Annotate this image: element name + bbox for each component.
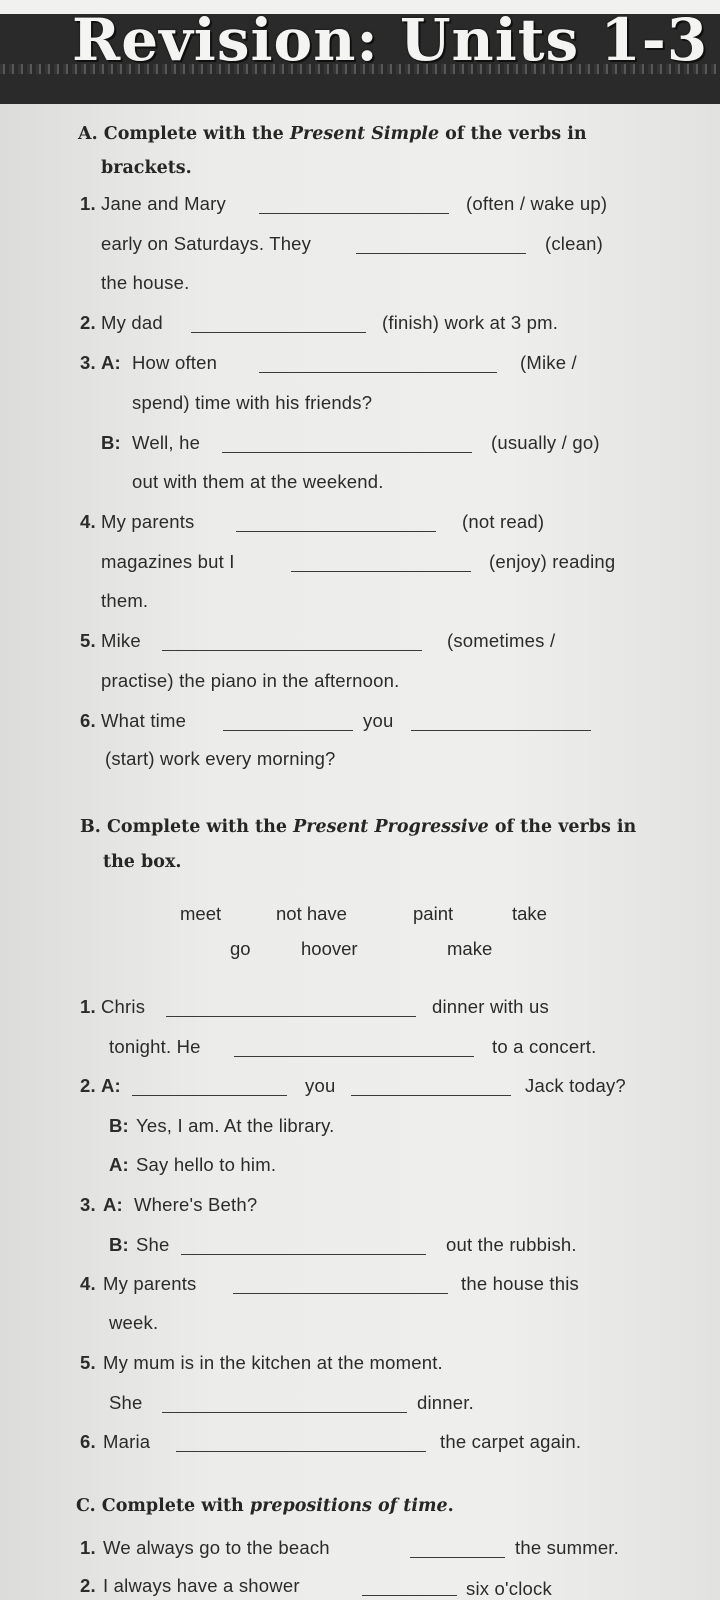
a3-line2-text: spend) time with his friends?	[132, 392, 373, 413]
b6-number: 6.	[80, 1431, 96, 1452]
a3-speaker-a: A:	[101, 352, 121, 373]
section-a-header-pre: A. Complete with the	[78, 124, 290, 144]
b4-line2-text: week.	[109, 1312, 159, 1333]
b6-answer-blank[interactable]	[176, 1450, 426, 1452]
b5-number: 5.	[80, 1352, 96, 1373]
b1-answer-blank-2[interactable]	[234, 1055, 474, 1057]
b5-answer-blank[interactable]	[162, 1411, 407, 1413]
a6-answer-blank-2[interactable]	[411, 729, 591, 731]
box-word-meet: meet	[180, 903, 222, 924]
a4-line3-text: them.	[101, 590, 149, 611]
b1-line2-end: to a concert.	[492, 1036, 597, 1057]
b6-text-end: the carpet again.	[440, 1431, 582, 1452]
b2-you: you	[305, 1075, 336, 1096]
b1-number: 1.	[80, 996, 96, 1017]
b1-answer-blank[interactable]	[166, 1015, 416, 1017]
section-c-header-topic: prepositions of time	[249, 1496, 448, 1516]
a1-line2-text: early on Saturdays. They	[101, 233, 312, 254]
a5-answer-blank[interactable]	[162, 649, 422, 651]
box-word-paint: paint	[413, 903, 454, 924]
b1-line2-text: tonight. He	[109, 1036, 201, 1057]
b3-speaker-a: A:	[103, 1194, 123, 1215]
a1-answer-blank-2[interactable]	[356, 252, 526, 254]
a1-verb-hint: (often / wake up)	[466, 193, 608, 214]
b5-text: My mum is in the kitchen at the moment.	[103, 1352, 443, 1373]
c1-text-end: the summer.	[515, 1537, 619, 1558]
a4-text: My parents	[101, 511, 195, 532]
b2-answer-blank[interactable]	[132, 1094, 287, 1096]
a3-number: 3.	[80, 352, 96, 373]
a5-text: Mike	[101, 630, 141, 651]
a4-verb-hint-2: (enjoy) reading	[489, 551, 616, 572]
a3-speaker-b: B:	[101, 432, 121, 453]
c2-text-end: six o'clock	[466, 1578, 552, 1599]
section-a-header	[78, 124, 587, 144]
c1-text: We always go to the beach	[103, 1537, 330, 1558]
b3-text: Where's Beth?	[134, 1194, 258, 1215]
section-b-header-tense: Present Progressive	[293, 817, 489, 837]
b3-number: 3.	[80, 1194, 96, 1215]
box-word-hoover: hoover	[301, 938, 358, 959]
b5-text-end: dinner.	[417, 1392, 474, 1413]
a6-number: 6.	[80, 710, 96, 731]
a4-number: 4.	[80, 511, 96, 532]
a1-number: 1.	[80, 193, 96, 214]
b4-number: 4.	[80, 1273, 96, 1294]
a3-verb-hint: (Mike /	[520, 352, 577, 373]
b2-number: 2.	[80, 1075, 96, 1096]
a4-line2-text: magazines but I	[101, 551, 235, 572]
section-c-header	[76, 1496, 454, 1516]
b2-speaker-a: A:	[101, 1075, 121, 1096]
a2-answer-blank[interactable]	[191, 331, 366, 333]
section-c-header-pre: C. Complete with	[76, 1496, 250, 1516]
b3-answer-blank[interactable]	[181, 1253, 426, 1255]
b2-speaker-a2: A:	[109, 1154, 129, 1175]
b5-line2-text: She	[109, 1392, 143, 1413]
b4-text-end: the house this	[461, 1273, 579, 1294]
section-b-header-pre: B. Complete with the	[80, 817, 294, 837]
c2-text: I always have a shower	[103, 1575, 300, 1596]
title-banner	[0, 0, 720, 104]
a2-verb-hint: (finish) work at 3 pm.	[382, 312, 559, 333]
a3-b-answer-blank[interactable]	[222, 451, 472, 453]
a3-b-text: Well, he	[132, 432, 201, 453]
b1-text: Chris	[101, 996, 146, 1017]
b2-a2-text: Say hello to him.	[136, 1154, 277, 1175]
a1-line3-text: the house.	[101, 272, 190, 293]
a5-verb-hint: (sometimes /	[447, 630, 556, 651]
a1-verb-hint-2: (clean)	[545, 233, 603, 254]
a5-number: 5.	[80, 630, 96, 651]
b1-text-end: dinner with us	[432, 996, 549, 1017]
section-a-header-tense: Present Simple	[289, 124, 440, 144]
section-b-header-line2: the box.	[103, 852, 182, 872]
b2-b-text: Yes, I am. At the library.	[136, 1115, 335, 1136]
b3-text-end: out the rubbish.	[446, 1234, 577, 1255]
b4-answer-blank[interactable]	[233, 1292, 448, 1294]
a3-text: How often	[132, 352, 218, 373]
a3-answer-blank[interactable]	[259, 371, 497, 373]
b2-speaker-b: B:	[109, 1115, 129, 1136]
section-b-header-post: of the verbs in	[488, 817, 637, 837]
b3-speaker-b: B:	[109, 1234, 129, 1255]
a4-answer-blank[interactable]	[236, 530, 436, 532]
box-word-take: take	[512, 903, 547, 924]
b3-b-text: She	[136, 1234, 170, 1255]
c2-answer-blank[interactable]	[362, 1594, 457, 1596]
b2-text-end: Jack today?	[525, 1075, 626, 1096]
section-c-header-post: .	[447, 1496, 454, 1516]
a4-answer-blank-2[interactable]	[291, 570, 471, 572]
c1-number: 1.	[80, 1537, 96, 1558]
c1-answer-blank[interactable]	[410, 1556, 505, 1558]
a5-line2-text: practise) the piano in the afternoon.	[101, 670, 400, 691]
a6-line2-text: (start) work every morning?	[105, 748, 336, 769]
a4-verb-hint: (not read)	[462, 511, 545, 532]
a3-b-verb-hint: (usually / go)	[491, 432, 600, 453]
a6-text: What time	[101, 710, 187, 731]
a2-text: My dad	[101, 312, 163, 333]
a1-answer-blank[interactable]	[259, 212, 449, 214]
box-word-go: go	[230, 938, 251, 959]
box-word-not-have: not have	[276, 903, 347, 924]
a2-number: 2.	[80, 312, 96, 333]
a6-answer-blank[interactable]	[223, 729, 353, 731]
section-a-header-line2: brackets.	[101, 158, 192, 178]
a1-text: Jane and Mary	[101, 193, 226, 214]
section-a-header-post: of the verbs in	[439, 124, 587, 144]
page-title: Revision: Units 1-3	[72, 6, 709, 74]
section-b-header	[80, 817, 636, 837]
a3-b-line2-text: out with them at the weekend.	[132, 471, 384, 492]
b6-text: Maria	[103, 1431, 151, 1452]
box-word-make: make	[447, 938, 493, 959]
b2-answer-blank-2[interactable]	[351, 1094, 511, 1096]
a6-you: you	[363, 710, 394, 731]
c2-number: 2.	[80, 1575, 96, 1596]
b4-text: My parents	[103, 1273, 197, 1294]
